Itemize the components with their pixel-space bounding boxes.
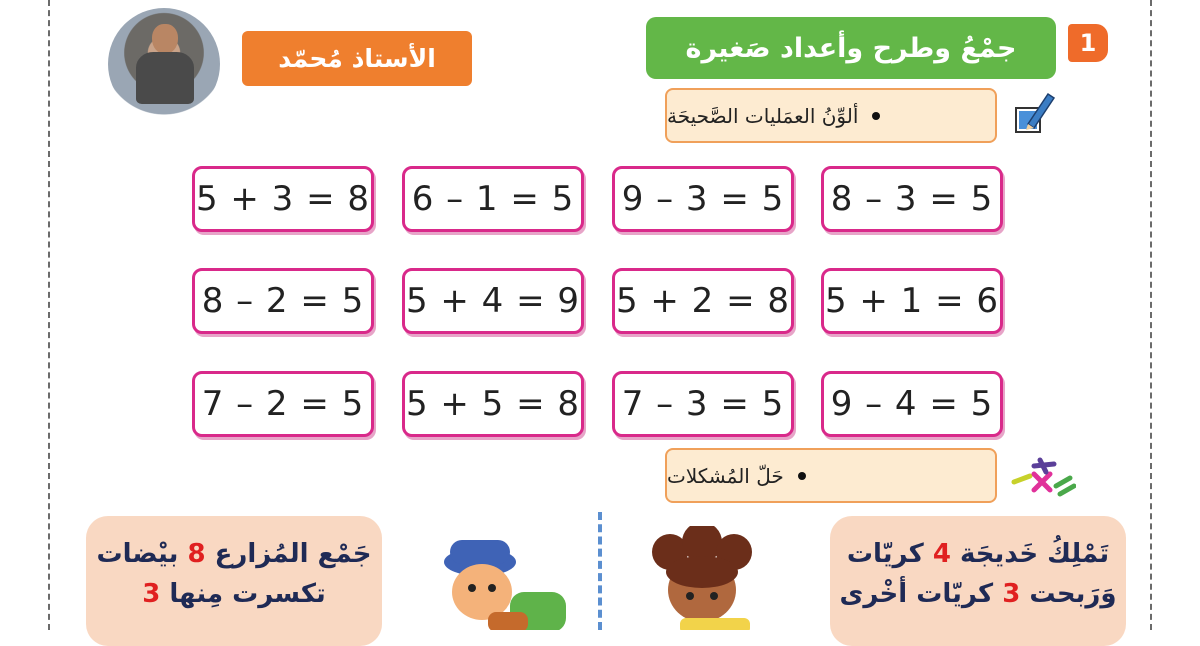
equation-card[interactable]: 7 – 2 = 5 <box>192 371 374 437</box>
equation-card[interactable]: 7 – 3 = 5 <box>612 371 794 437</box>
equation-card[interactable]: 5 + 4 = 9 <box>402 268 584 334</box>
page-right-border <box>1150 0 1152 630</box>
equation-card[interactable]: 8 – 2 = 5 <box>192 268 374 334</box>
teacher-name-label: الأستاذ مُحمّد <box>242 31 472 86</box>
instruction-text: حَلّ المُشكلات <box>667 463 784 488</box>
instruction-text: ألوِّنُ العمَليات الصَّحيحَة <box>667 103 859 128</box>
problem-text: بيْضات <box>96 539 179 569</box>
pencil-checkbox-icon <box>1014 88 1056 138</box>
problem-khadija <box>830 516 1126 646</box>
equation-card[interactable]: 6 – 1 = 5 <box>402 166 584 232</box>
problem-line <box>86 534 382 574</box>
problem-line <box>830 534 1126 574</box>
page-left-border <box>48 0 50 630</box>
bullet-icon <box>798 472 806 480</box>
problem-text: كريّات <box>846 539 924 569</box>
equation-card[interactable]: 5 + 1 = 6 <box>821 268 1003 334</box>
problem-number: 3 <box>1002 579 1021 609</box>
equation-card[interactable]: 8 – 3 = 5 <box>821 166 1003 232</box>
bullet-icon <box>872 112 880 120</box>
problem-number: 4 <box>932 539 951 569</box>
problem-text: تَمْلِكُ خَديجَة <box>960 539 1110 569</box>
equation-card[interactable]: 5 + 5 = 8 <box>402 371 584 437</box>
problem-number: 3 <box>142 579 161 609</box>
equation-card[interactable]: 9 – 4 = 5 <box>821 371 1003 437</box>
farmer-illustration <box>418 522 568 630</box>
problem-line <box>86 574 382 614</box>
equation-card[interactable]: 5 + 3 = 8 <box>192 166 374 232</box>
equation-card[interactable]: 5 + 2 = 8 <box>612 268 794 334</box>
problem-line <box>830 574 1126 614</box>
equation-card[interactable]: 9 – 3 = 5 <box>612 166 794 232</box>
instruction-color-correct <box>665 88 997 143</box>
teacher-photo <box>108 8 220 120</box>
lesson-title: جمْعُ وطرح وأعداد صَغيرة <box>646 17 1056 79</box>
problem-number: 8 <box>187 539 206 569</box>
problem-text: كريّات أخْرى <box>839 579 994 609</box>
instruction-solve-problems <box>665 448 997 503</box>
problem-text: وَرَبحت <box>1029 579 1117 609</box>
math-operations-icon <box>1010 456 1076 498</box>
problem-farmer <box>86 516 382 646</box>
problem-text: تكسرت مِنها <box>169 579 326 609</box>
lesson-number-badge: 1 <box>1068 24 1108 62</box>
girl-illustration <box>640 526 770 630</box>
problem-text: جَمْع المُزارع <box>214 539 372 569</box>
section-divider <box>598 512 602 630</box>
